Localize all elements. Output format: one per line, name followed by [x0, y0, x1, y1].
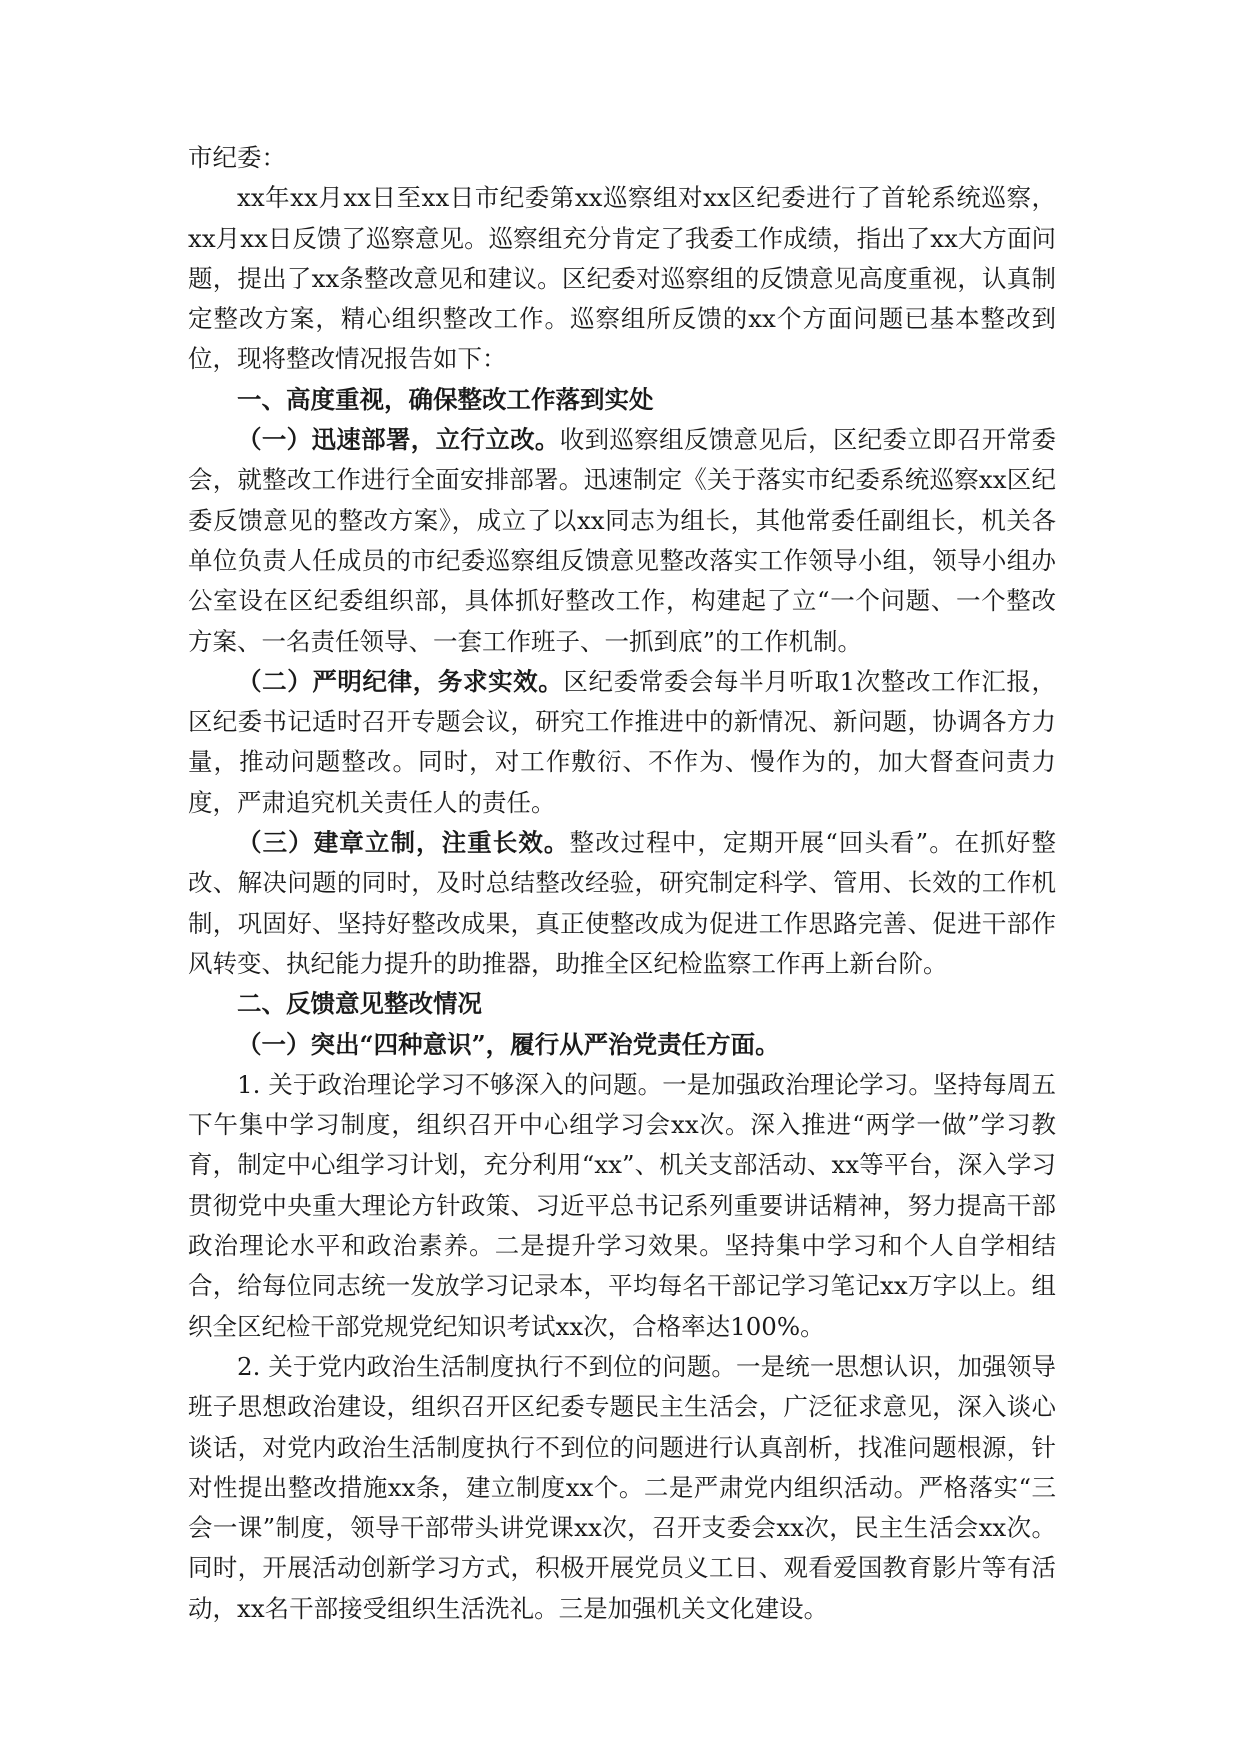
item-text: 整改过程中，定期开展“回头看”。在抓好整改、解决问题的同时，及时总结整改经验，研究制定科学、管用、长效的工作机制，巩固好、坚持好整改成果，真正使整改成为促进工作思路完善、促进干部作风转变、执纪能力提升的助推器，助推全区纪检监察工作再上新台阶。 [188, 828, 1056, 978]
item-lead: （一）迅速部署，立行立改。 [237, 425, 560, 455]
salutation: 市纪委： [188, 143, 286, 172]
section-2-subheading: （一）突出“四种意识”，履行从严治党责任方面。 [237, 1029, 780, 1059]
intro-paragraph: xx年xx月xx日至xx日市纪委第xx巡察组对xx区纪委进行了首轮系统巡察，xx月xx日反馈了巡察意见。巡察组充分肯定了我委工作成绩，指出了xx大方面问题，提出了xx条整改意见和建议。区纪委对巡察组的反馈意见高度重视，认真制定整改方案，精心组织整改工作。巡察组所反馈的xx个方面问题已基本整改到位，现将整改情况报告如下： [188, 183, 1056, 374]
section-1-item-1 [188, 420, 1056, 662]
section-1-heading: 一、高度重视，确保整改工作落到实处 [237, 384, 654, 414]
section-2-paragraph-2: 2. 关于党内政治生活制度执行不到位的问题。一是统一思想认识，加强领导班子思想政治建设，组织召开区纪委专题民主生活会，广泛征求意见，深入谈心谈话，对党内政治生活制度执行不到位的问题进行认真剖析，找准问题根源，针对性提出整改措施xx条，建立制度xx个。二是严肃党内组织活动。严格落实“三会一课”制度，领导干部带头讲党课xx次，召开支委会xx次，民主生活会xx次。同时，开展活动创新学习方式，积极开展党员义工日、观看爱国教育影片等有活动，xx名干部接受组织生活洗礼。三是加强机关文化建设。 [188, 1351, 1056, 1623]
item-lead: （二）严明纪律，务求实效。 [237, 666, 564, 696]
document-body [188, 178, 1056, 1629]
document-page [188, 0, 1056, 1623]
section-2-heading: 二、反馈意见整改情况 [237, 989, 482, 1019]
item-lead: （三）建章立制，注重长效。 [237, 828, 570, 858]
item-text: 区纪委常委会每半月听取1次整改工作汇报，区纪委书记适时召开专题会议，研究工作推进中的新情况、新问题，协调各方力量，推动问题整改。同时，对工作敷衍、不作为、慢作为的，加大督查问责力度，严肃追究机关责任人的责任。 [188, 666, 1056, 817]
section-2-paragraph-1: 1. 关于政治理论学习不够深入的问题。一是加强政治理论学习。坚持每周五下午集中学习制度，组织召开中心组学习会xx次。深入推进“两学一做”学习教育，制定中心组学习计划，充分利用“xx”、机关支部活动、xx等平台，深入学习贯彻党中央重大理论方针政策、习近平总书记系列重要讲话精神，努力提高干部政治理论水平和政治素养。二是提升学习效果。坚持集中学习和个人自学相结合，给每位同志统一发放学习记录本，平均每名干部记学习笔记xx万字以上。组织全区纪检干部党规党纪知识考试xx次，合格率达100%。 [188, 1069, 1056, 1341]
section-1-item-2 [188, 662, 1056, 823]
section-1-item-3 [188, 823, 1056, 984]
item-text: 收到巡察组反馈意见后，区纪委立即召开常委会，就整改工作进行全面安排部署。迅速制定《关于落实市纪委系统巡察xx区纪委反馈意见的整改方案》，成立了以xx同志为组长，其他常委任副组长，机关各单位负责人任成员的市纪委巡察组反馈意见整改落实工作领导小组，领导小组办公室设在区纪委组织部，具体抓好整改工作，构建起了立“一个问题、一个整改方案、一名责任领导、一套工作班子、一抓到底”的工作机制。 [188, 425, 1056, 656]
